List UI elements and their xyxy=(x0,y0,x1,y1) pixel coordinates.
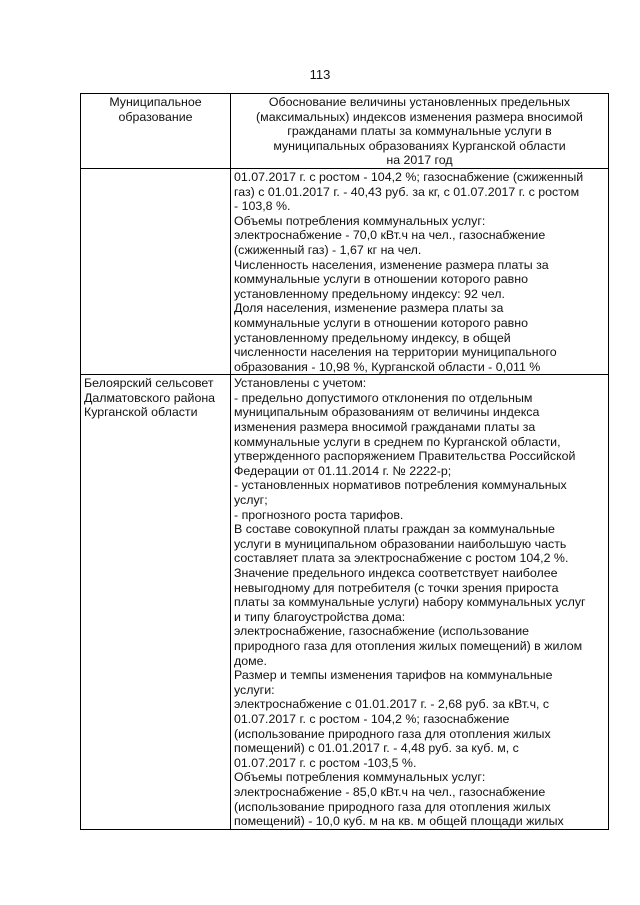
text-line: изменения размера вносимой гражданами платы за xyxy=(234,420,536,435)
municipality-cell xyxy=(81,168,231,374)
text-line: установленному предельному индексу, в общей xyxy=(234,330,511,345)
text-line: - 103,8 %. xyxy=(234,199,291,214)
text-line: электроснабжение, газоснабжение (использование xyxy=(234,624,530,639)
text-line: муниципальных образованиях Курганской области xyxy=(273,138,566,153)
table-row xyxy=(81,375,609,829)
text-line: Доля населения, изменение размера платы за xyxy=(234,301,504,316)
text-line: Объемы потребления коммунальных услуг: xyxy=(234,770,486,785)
text-line: Далматовского района xyxy=(84,390,216,405)
text-line: Значение предельного индекса соответствует наиболее xyxy=(234,566,558,580)
text-line: (использование природного газа для отопления жилых xyxy=(234,799,551,814)
document-table xyxy=(80,93,609,830)
text-line: Установлены с учетом: xyxy=(234,376,367,391)
text-line: гражданами платы за коммунальные услуги в xyxy=(287,124,552,139)
municipality-cell xyxy=(81,375,231,829)
header-municipality-cell xyxy=(81,94,231,169)
text-line: электроснабжение - 85,0 кВт.ч на чел., газоснабжение xyxy=(234,784,546,799)
text-line: природного газа для отопления жилых помещений) в жилом xyxy=(234,638,583,653)
text-line: помещений) - 10,0 куб. м на кв. м общей площади жилых xyxy=(234,814,564,829)
text-line: - прогнозного роста тарифов. xyxy=(234,507,404,522)
text-line: электроснабжение - 70,0 кВт.ч на чел., газоснабжение xyxy=(234,228,546,243)
text-line: Объемы потребления коммунальных услуг: xyxy=(234,213,486,228)
text-line: утвержденного распоряжением Правительства Российской xyxy=(234,449,576,464)
text-line: муниципальным образованиям от величины индекса xyxy=(234,405,540,420)
text-line: электроснабжение с 01.01.2017 г. - 2,68 руб. за кВт.ч, с xyxy=(234,697,550,712)
text-line: коммунальные услуги в среднем по Курганской области, xyxy=(234,434,561,449)
table-row xyxy=(81,168,609,374)
text-line: Белоярский сельсовет xyxy=(84,376,214,391)
text-line: В составе совокупной платы граждан за коммунальные xyxy=(234,522,555,537)
text-line: услуги в муниципальном образовании наибольшую часть xyxy=(234,536,567,551)
text-line: Численность населения, изменение размера платы за xyxy=(234,257,549,272)
text-line: доме. xyxy=(234,653,267,668)
text-line: установленному предельному индексу: 92 чел. xyxy=(234,286,505,301)
text-line: - установленных нормативов потребления коммунальных xyxy=(234,478,567,493)
text-line: (использование природного газа для отопления жилых xyxy=(234,726,551,741)
text-line: невыгодному для потребителя (с точки зрения прироста xyxy=(234,580,559,595)
text-line: платы за коммунальные услуги) набору коммунальных услуг xyxy=(234,595,586,610)
text-line: образование xyxy=(118,109,193,124)
text-line: численности населения на территории муниципального xyxy=(234,345,557,360)
header-justification-cell xyxy=(231,94,609,169)
text-line: 01.07.2017 г. с ростом - 104,2 %; газоснабжение xyxy=(234,711,510,726)
text-line: (максимальных) индексов изменения размера вносимой xyxy=(256,109,583,124)
text-line: на 2017 год xyxy=(386,153,453,168)
text-line: Размер и темпы изменения тарифов на коммунальные xyxy=(234,668,553,683)
text-line: газ) с 01.01.2017 г. - 40,43 руб. за кг, с 01.07.2017 г. с ростом xyxy=(234,184,580,199)
text-line: составляет плата за электроснабжение с ростом 104,2 %. xyxy=(234,551,569,566)
text-line: коммунальные услуги в отношении которого равно xyxy=(234,315,528,330)
text-line: услуг; xyxy=(234,493,268,508)
text-line: Обоснование величины установленных предельных xyxy=(268,95,571,109)
header-row xyxy=(81,94,609,169)
text-line: Муниципальное xyxy=(109,95,202,109)
text-line: (сжиженный газ) - 1,67 кг на чел. xyxy=(234,242,422,257)
justification-cell xyxy=(231,168,609,374)
text-line: помещений) с 01.01.2017 г. - 4,48 руб. за куб. м, с xyxy=(234,741,519,756)
page-number: 113 xyxy=(309,67,331,82)
text-line: образования - 10,98 %, Курганской области - 0,011 % xyxy=(234,359,541,374)
text-line: коммунальные услуги в отношении которого равно xyxy=(234,272,528,287)
text-line: 01.07.2017 г. с ростом - 104,2 %; газоснабжение (сжиженный xyxy=(234,169,584,184)
text-line: услуги: xyxy=(234,682,275,697)
text-line: 01.07.2017 г. с ростом -103,5 %. xyxy=(234,755,417,770)
text-line: - предельно допустимого отклонения по отдельным xyxy=(234,390,533,405)
text-line: Курганской области xyxy=(84,405,198,420)
text-line: и типу благоустройства дома: xyxy=(234,609,406,624)
text-line: Федерации от 01.11.2014 г. № 2222-р; xyxy=(234,463,452,478)
justification-cell xyxy=(231,375,609,829)
